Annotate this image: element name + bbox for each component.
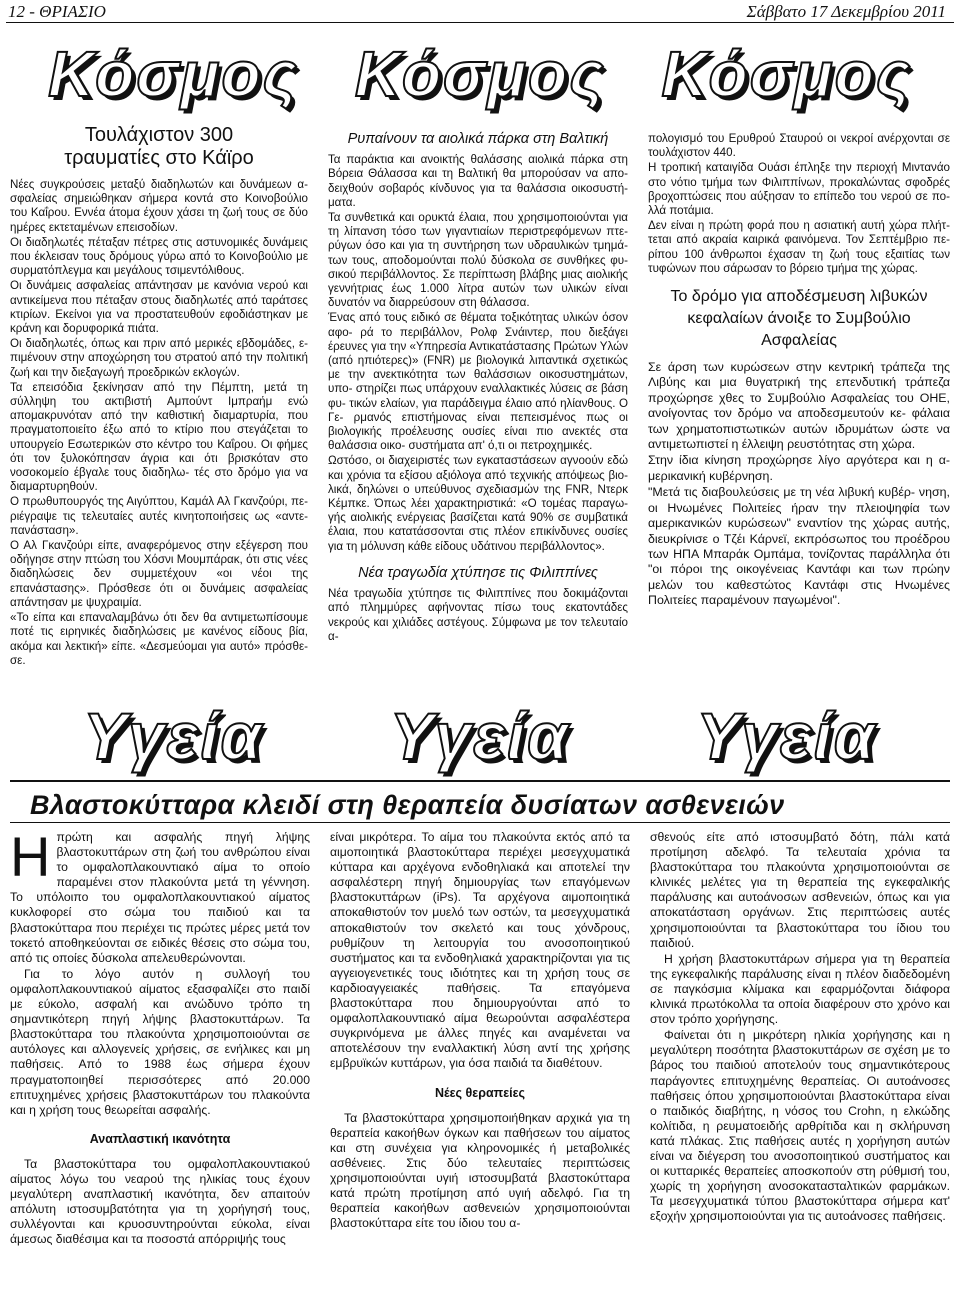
issue-date: Σάββατο 17 Δεκεμβρίου 2011 <box>746 2 946 21</box>
page-header <box>0 0 960 24</box>
paragraph: Για το λόγο αυτόν η συλλογή του ομφαλοπλακουντιακού αίματος εξασφαλίζει στο παιδί με εύκολο, ασφαλή και ανώδυνο τρόπο τη σημαντικότερη πηγή λήψης βλαστοκυττάρων. Τα βλαστοκύτταρα του πλακούντα χρησιμοποιούνται σε αυτόλογες και αλλογενείς χρήσεις, σε ενήλικες και μη παθήσεις. Από το 1988 έως σήμερα έχουν πραγματοποιηθεί περισσότερες από 20.000 επιτυχημένες χρήσεις βλαστοκυττάρων του πλακούντα και η χρήση τους θεωρείται ασφαλής. <box>10 966 310 1117</box>
paragraph: Τα παράκτια και ανοικτής θαλάσσης αιολικά πάρκα στη Βόρεια Θάλασσα και τη Βαλτική θα μπορούσαν να απο- δειχθούν σοβαρός κίνδυνος για τα θαλάσσια οικοσυστή- ματα. <box>328 153 628 209</box>
paragraph: Τα επεισόδια ξεκίνησαν από την Πέμπτη, μετά τη σύλληψη του ακτιβιστή Αμπούντ Ιμπραήμ ενώ απομακρυνόταν από την καθιστική διαμαρτυρία, που πραγματοποιείτο έξω από το κτίριο που στεγάζεται το υπουργείο Εσωτερικών στο κέντρο του Καΐρου. Οι φήμες ότι τον ξυλοκόπησαν άγρια και ότι βρισκόταν στο νοσοκομείο έβγαλε τους διαδηλω- τές στο δρόμο για να διαμαρτυρηθούν. <box>10 380 308 494</box>
divider <box>10 822 950 823</box>
world-section-banner <box>20 36 940 112</box>
banner-word: Υγεία <box>696 699 877 773</box>
paragraph: Ωστόσο, οι διαχειριστές των εγκαταστάσεων αγνοούν εδώ και χρόνια τα εξίσου αξιόλογα από τεχνικής απόψεως βιο- λικά, δηλώνει ο υπεύθυνος σχεδιασμών της FNR, Ντερκ Κέμπκε. Όπως λέει χαρακτηριστικά: «Ο τομέας παραγω- γής αιολικής ενέργειας βασίζεται κατά 90% σε συμβατικά έλαια, που κατατάσσονται στις πλέον επικίνδυνες ουσίες για τη μόλυνση κάθε είδους υδάτινου περιβάλλοντος». <box>328 454 628 553</box>
paragraph: Ο πρωθυπουργός της Αιγύπτου, Καμάλ Αλ Γκανζούρι, πε- ριέγραψε τις τελευταίες αυτές κινητοποιήσεις ως «αντε- πανάσταση». <box>10 495 308 537</box>
drop-cap: Η <box>10 825 51 888</box>
paragraph: Τα βλαστοκύτταρα του ομφαλοπλακουντιακού αίματος λόγω του νεαρού της ηλικίας τους έχουν μεγαλύτερη αναπλαστική ικανότητα, δεν απαιτούν απόλυτη ιστοσυμβατότητα για τη χορήγησή τους, συλλέγονται και κρυοσυντηρούνται εύκολα, είναι άμεσως διαθέσιμα και τα ποσοστά απόρριψής τους <box>10 1156 310 1247</box>
paragraph: Ένας από τους ειδικό σε θέματα τοξικότητας υλικών όσον αφο- ρά το περιβάλλον, Ρολφ Σνάιντερ, που διεξάγει έρευνες για την «Υπηρεσία Αντικατάστασης Πρώτων Υλών (από ηπιότερες)» (FNR) με βιολογικά λιπαντικά σχετικώς με την ανεκτικότητα των θαλάσσιων οικοσυστημάτων, υπο- στηρίζει πως υπάρχουν εναλλακτικές λύσεις σε βάση φυ- τικών ελαίων, για παράδειγμα έλαιο από ηλίανθους. Ο Γε- ρμανός επιστήμονας είναι πεπεισμένος πως οι βιολογικής προέλευσης ουσίες είναι πιο ανεκτές στα θαλάσσια οικο- συστήματα απ' ό,τι οι πετροχημικές. <box>328 311 628 453</box>
article-title: Τουλάχιστον 300 τραυματίες στο Κάϊρο <box>64 124 254 169</box>
page-label: 12 - ΘΡΙΑΣΙΟ <box>8 2 106 21</box>
health-headline: Βλαστοκύτταρα κλειδί στη θεραπεία δυσίατων ασθενειών <box>30 790 785 820</box>
paragraph: Ο Αλ Γκανζούρι είπε, αναφερόμενος στην εξέγερση που οδήγησε στην πτώση του Χόσνι Μουμπάρακ, ότι στις νέες διαδηλώσεις δεν συμμετέχουν «οι νέοι της επανάστασης». Πρόσθεσε ότι οι δυνάμεις ασφαλείας απάντησαν με ψυχραιμία. <box>10 539 308 609</box>
paragraph: πολογισμό του Ερυθρού Σταυρού οι νεκροί ανέρχονται σε τουλάχιστον 440. <box>648 132 950 160</box>
paragraph: Τα βλαστοκύτταρα χρησιμοποιήθηκαν αρχικά για τη θεραπεία κακοήθων όγκων και παθήσεων του αίματος και στη συνέχεια για κληρονομικές ή μεταβολικές ασθένειες. Στις δύο τελευταίες περιπτώσεις χρησιμοποιούνται υγιή ιστοσυμβατά βλαστοκύτταρα κατά πρώτη προτίμηση από υγιή αδελφό. Για τη θεραπεία κακοήθων ασθενειών χρησιμοποιούνται βλαστοκύτταρα είτε του ίδιου του α- <box>330 1110 630 1231</box>
paragraph: Η χρήση βλαστοκυττάρων σήμερα για τη θεραπεία της εγκεφαλικής παράλυσης είναι η πλέον διαδεδομένη σε παγκόσμια κλίμακα και εφαρμόζονται διάφορα κλινικά πρωτόκολλα τα οποία διαφέρουν στο χρόνο και στον τρόπο χορήγησης. <box>650 951 950 1027</box>
paragraph: πρώτη και ασφαλής πηγή λήψης βλαστοκυττάρων στη ζωή του ανθρώπου είναι το ομφαλοπλακουντιακό αίμα το οποίο παραμένει στον πλακούντα μετά τη γέννηση. Το υπόλοιπο του ομφαλοπλακουντιακού αίματος κυκλοφορεί στο σώμα του παιδιού και τα βλαστοκύτταρα που περιέχει τις πρώτες μέρες μετά τον τοκετό αποθηκεύονται σε ειδικές θέσεις στο σώμα του, από τις οποίες δύσκολα απελευθερώνονται. <box>10 830 310 965</box>
article-title: Νέα τραγωδία χτύπησε τις Φιλιππίνες <box>358 564 598 581</box>
paragraph: Η τροπική καταιγίδα Ουάσι έπληξε την περιοχή Μιντανάο στο νότιο τμήμα των Φιλιππίνων, προκαλώντας σφοδρές βροχοπτώσεις που αύξησαν το επίπεδο του νερού σε πο- λλά ποτάμια. <box>648 161 950 218</box>
paragraph: «Το είπα και επαναλαμβάνω ότι δεν θα αντιμετωπίσουμε ποτέ τις ειρηνικές διαδηλώσεις με κανένος είδους βία, ακόμα και λεκτική» είπε. «Δεσμεύομαι για αυτό» πρόσθε- σε. <box>10 611 308 667</box>
health-section-banner <box>20 696 940 776</box>
banner-word: Κόσμος <box>354 38 606 110</box>
paragraph: Οι δυνάμεις ασφαλείας απάντησαν με κανόνια νερού και αντικείμενα που πέταξαν στους διαδηλωτές από ταράτσες κτιρίων. Εκείνοι για να προστατευθούν εφοδιάστηκαν με κράνη και δορυφορικά πιάτα. <box>10 279 308 336</box>
paragraph: Σε άρση των κυρώσεων στην κεντρική τράπεζα της Λιβύης και μια θυγατρική της επενδυτική τράπεζα προχώρησε χθες το Συμβούλιο Ασφαλείας του ΟΗΕ, ανοίγοντας τον δρόμο να αποδεσμευτούν κε- φάλαια των χρηματοπιστωτικών αυτών ιδρυμάτων ώστε να αντιμετωπιστεί η έλλειψη ρευστότητας στη χώρα. <box>648 360 950 452</box>
paragraph: Νέες συγκρούσεις μεταξύ διαδηλωτών και δυνάμεων α- σφαλείας σημειώθηκαν σήμερα κοντά στο Κοινοβούλιο του Καΐρου. Εννέα άτομα έχουν χάσει τη ζωή τους σε δύο ημέρες εκτεταμένων επεισοδίων. <box>10 178 308 234</box>
article-title: Ρυπαίνουν τα αιολικά πάρκα στη Βαλτική <box>347 131 609 147</box>
subheading: Νέες θεραπείες <box>434 1085 526 1100</box>
paragraph: "Μετά τις διαβουλεύσεις με τη νέα λιβυκή κυβέρ- νηση, οι Ηνωμένες Πολιτείες ήραν την πλειοψηφία των αμερικανικών κυρώσεων" εναντίον της χώρας αυτής, διευκρίνισε ο Τζέι Κάρνεϊ, εκπρόσωπος του προέδρου των ΗΠΑ Μπαράκ Ομπάμα, τονίζοντας παράλληλα ότι "οι πόροι της οικογένειας Καντάφι και των πρώην μελών του καθεστώτος Καντάφι στις Ηνωμένες Πολιτείες παραμένουν παγωμένοι". <box>648 485 950 608</box>
banner-word: Υγεία <box>389 699 571 773</box>
article-title: Το δρόμο για αποδέσμευση λιβυκών κεφαλαίων άνοιξε το Συμβούλιο Ασφαλείας <box>670 288 928 350</box>
paragraph: Οι διαδηλωτές πέταξαν πέτρες στις αστυνομικές δυνάμεις που έκλεισαν τους δρόμους γύρω από το Κοινοβούλιο με συρματόπλεγμα και μεγάλους τσιμεντόλιθους. <box>10 235 308 278</box>
stemcells-col-2 <box>330 830 630 1232</box>
paragraph: Φαίνεται ότι η μικρότερη ηλικία χορήγησης και η μεγαλύτερη ποσότητα βλαστοκυττάρων σε σχέση με το βάρος του παιδιού αποτελούν τους σημαντικότερους παράγοντες επιτυχημένης θεραπείας. Οι αυτοάνοσες παθήσεις όπου χρησιμοποιούνται βλαστοκύτταρα είναι ο παιδικός διαβήτης, η νόσος του Crohn, η ελκώδης κολίτιδα, η ρευματοειδής αρθρίτιδα και η σκλήρυνση κατά πλάκας. Στις παθήσεις αυτές η χορήγηση αυτών είναι να διέγερση του ανοσοποιητικού συστήματος και οι κυτταρικές θεραπείες αποσκοπούν στη ρύθμισή του, χωρίς τη χορήγηση ανοσοκατασταλτικών φαρμάκων. Τα μεσεγχυματικά τύπου βλαστοκύτταρα σήμερα κατ' εξοχήν χρησιμοποιούνται για τις αυτοάνοσες παθήσεις. <box>650 1028 950 1224</box>
header-rule <box>6 22 954 23</box>
paragraph: Οι διαδηλωτές, όπως και πριν από μερικές εβδομάδες, ε- πιμένουν στην αποχώρηση του στρατού από την πολιτική ζωή και την διεξαγωγή προεδρικών εκλογών. <box>10 337 308 379</box>
divider <box>10 780 950 782</box>
article-baltic <box>328 132 628 645</box>
subheading: Αναπλαστική ικανότητα <box>89 1131 231 1146</box>
article-cairo <box>10 124 308 669</box>
paragraph: Δεν είναι η πρώτη φορά που η ασιατική αυτή χώρα πλήτ- τεται από ακραία καιρικά φαινόμενα. Τον Σεπτέμβριο πε- ρίπου 100 άνθρωποι έχασαν τη ζωή τους εξαιτίας των τυφώνων που σάρωσαν το βόρειο τμήμα της χώρας. <box>648 219 950 275</box>
stemcells-col-1 <box>10 825 310 1248</box>
banner-word: Κόσμος <box>48 38 299 110</box>
paragraph: Τα συνθετικά και ορυκτά έλαια, που χρησιμοποιούνται για τη λίπανση τόσο των γιγαντιαίων περιστρεφόμενων πτε- ρύγων όσο και για τη συντήρηση των υδραυλικών τμημά- των τους, αποδομούνται πολύ δύσκολα σε συνθήκες φυ- σικού περιβάλλοντος. Σε περίπτωση βλάβης μιας αιολικής γεννήτριας έως 1.000 λίτρα αυτών των υλικών είναι δυνατόν να διαρρεύσουν στη θάλασσα. <box>328 211 628 310</box>
paragraph: Στην ίδια κίνηση προχώρησε λίγο αργότερα και η α- μερικανική κυβέρνηση. <box>648 453 950 483</box>
paragraph: είναι μικρότερα. Το αίμα του πλακούντα εκτός από τα αιμοποιητικά βλαστοκύτταρα περιέχει μεσεγχυματικά κύτταρα και αρχέγονα ενδοθηλιακά και αποτελεί την ασφαλέστερη πηγή δημιουργίας των επαγόμενων βλαστοκυττάρων (iPs). Τα αρχέγονα αιμοποιητικά αποκαθιστούν τον μυελό των οστών, τα μεσεγχυματικά αποκαθιστούν τον σκελετό και τους χόνδρους, ρυθμίζουν τη λειτουργία του ανοσοποιητικού συστήματος και τα ενδοθηλιακά χαρακτηρίζονται για τις αγγειογενετικές τους ιδιότητες και τη χρήση τους σε καρδιοαγγειακές παθήσεις. Τα επαγόμενα βλαστοκύτταρα που δημιουργούνται από το ομφαλοπλακουντιακό αίμα θεωρούνται ασφαλέστερα συγκρινόμενα με άλλες πηγές και αναμένεται να αποτελέσουν την εναλλακτική λύση αντί της χρήσης εμβρυϊκών κυττάρων, για όσα παιδιά τα διαθέτουν. <box>330 830 630 1071</box>
article-libya-column <box>648 132 950 610</box>
stemcells-col-3 <box>650 830 950 1225</box>
paragraph: σθενούς είτε από ιστοσυμβατό δότη, πάλι κατά προτίμηση αδελφό. Τα τελευταία χρόνια τα βλαστοκύτταρα του πλακούντα χρησιμοποιούνται σε κλινικές μελέτες για τη θεραπεία της εγκεφαλικής παράλυσης και αυτοάνοσων ασθενειών, όπως και για αποκατάσταση οργάνων. Στις περιπτώσεις αυτές χρησιμοποιούνται τα βλαστοκύτταρα του ίδιου του παιδιού. <box>650 830 950 950</box>
banner-word: Κόσμος <box>661 38 912 110</box>
paragraph: Νέα τραγωδία χτύπησε τις Φιλιππίνες που δοκιμάζονται από πλημμύρες αφήνοντας πίσω τους εκατοντάδες νεκρούς και χιλιάδες αστέγους. Σύμφωνα με τον τελευταίο α- <box>328 587 628 643</box>
banner-word: Υγεία <box>83 699 264 773</box>
